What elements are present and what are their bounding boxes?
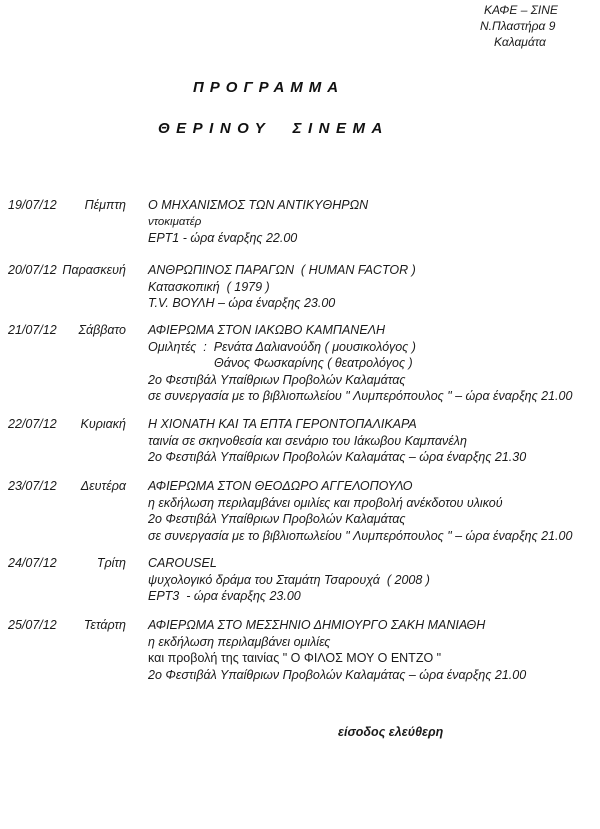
- entry-line: Θάνος Φωσκαρίνης ( θεατρολόγος ): [214, 356, 413, 370]
- entry-line: ΕΡΤ1 - ώρα έναρξης 22.00: [148, 231, 298, 245]
- entry-line: σε συνεργασία με το βιβλιοπωλείου " Λυμπερόπουλος " – ώρα έναρξης 21.00: [148, 528, 573, 543]
- entry-details: [148, 617, 526, 683]
- entry-title: CAROUSEL: [148, 556, 217, 570]
- free-entry-note: είσοδος ελεύθερη: [338, 725, 444, 739]
- entry-details: [148, 197, 368, 247]
- entry-line: ντοκιματέρ: [148, 215, 202, 228]
- entry-line: η εκδήλωση περιλαμβάνει ομιλίες: [148, 634, 331, 649]
- entry-line: η εκδήλωση περιλαμβάνει ομιλίες και προβολή ανέκδοτου υλικού: [148, 495, 503, 510]
- entry-line: ταινία σε σκηνοθεσία και σενάριο του Ιάκωβου Καμπανέλη: [148, 433, 467, 448]
- entry-line: 2ο Φεστιβάλ Υπαίθριων Προβολών Καλαμάτας – ώρα έναρξης 21.30: [148, 450, 527, 464]
- entry-day: Τετάρτη: [83, 618, 126, 632]
- page-subtitle: ΘΕΡΙΝΟΥ ΣΙΝΕΜΑ: [158, 120, 389, 137]
- venue-name: ΚΑΦΕ – ΣΙΝΕ: [484, 3, 558, 17]
- entry-date: 24/07/12: [8, 556, 57, 570]
- entry-line: 2ο Φεστιβάλ Υπαίθριων Προβολών Καλαμάτας: [148, 372, 406, 387]
- entry-line: ψυχολογικό δράμα του Σταμάτη Τσαρουχά ( 2008 ): [148, 572, 430, 587]
- entry-details: [148, 262, 416, 312]
- entry-title: ΑΦΙΕΡΩΜΑ ΣΤΟ ΜΕΣΣΗΝΙΟ ΔΗΜΙΟΥΡΓΟ ΣΑΚΗ ΜΑΝΙΑΘΗ: [148, 618, 486, 632]
- entry-line: Κατασκοπική ( 1979 ): [148, 279, 270, 294]
- page-title: ΠΡΟΓΡΑΜΜΑ: [193, 79, 345, 96]
- entry-line: σε συνεργασία με το βιβλιοπωλείου " Λυμπερόπουλος " – ώρα έναρξης 21.00: [148, 389, 573, 403]
- entry-date: 19/07/12: [8, 198, 57, 212]
- entry-day: Πέμπτη: [84, 198, 126, 212]
- entry-date: 20/07/12: [8, 263, 57, 277]
- entry-line: T.V. ΒΟΥΛΗ – ώρα έναρξης 23.00: [148, 296, 336, 310]
- entry-details: [148, 416, 526, 466]
- entry-title: ΑΝΘΡΩΠΙΝΟΣ ΠΑΡΑΓΩΝ ( HUMAN FACTOR ): [148, 263, 416, 277]
- entry-title: ΑΦΙΕΡΩΜΑ ΣΤΟΝ ΘΕΟΔΩΡΟ ΑΓΓΕΛΟΠΟΥΛΟ: [148, 479, 413, 493]
- entry-title: ΑΦΙΕΡΩΜΑ ΣΤΟΝ ΙΑΚΩΒΟ ΚΑΜΠΑΝΕΛΗ: [148, 323, 386, 337]
- entry-date: 21/07/12: [8, 323, 57, 337]
- entry-day: Δευτέρα: [80, 479, 126, 493]
- entry-line: 2ο Φεστιβάλ Υπαίθριων Προβολών Καλαμάτας: [148, 512, 406, 526]
- entry-line: ΕΡΤ3 - ώρα έναρξης 23.00: [148, 589, 301, 603]
- entry-date: 23/07/12: [8, 479, 57, 493]
- entry-title: Η ΧΙΟΝΑΤΗ ΚΑΙ ΤΑ ΕΠΤΑ ΓΕΡΟΝΤΟΠΑΛΙΚΑΡΑ: [148, 417, 417, 431]
- venue-address: Ν.Πλαστήρα 9: [480, 19, 556, 33]
- entry-details: [148, 478, 572, 544]
- entry-details: [148, 555, 430, 605]
- entry-day: Παρασκευή: [62, 263, 126, 277]
- entry-title: Ο ΜΗΧΑΝΙΣΜΟΣ ΤΩΝ ΑΝΤΙΚΥΘΗΡΩΝ: [148, 198, 369, 212]
- venue-city: Καλαμάτα: [494, 35, 546, 49]
- entry-details: [148, 322, 572, 405]
- entry-day: Τρίτη: [96, 556, 126, 570]
- entry-day: Κυριακή: [80, 417, 126, 431]
- entry-date: 25/07/12: [8, 618, 57, 632]
- entry-day: Σάββατο: [78, 323, 126, 337]
- entry-line: Ομιλητές : Ρενάτα Δαλιανούδη ( μουσικολόγος ): [148, 339, 416, 354]
- entry-line: και προβολή της ταινίας " Ο ΦΙΛΟΣ ΜΟΥ Ο ΕΝΤΖΟ ": [148, 651, 442, 665]
- entry-date: 22/07/12: [8, 417, 57, 431]
- entry-line: 2ο Φεστιβάλ Υπαίθριων Προβολών Καλαμάτας – ώρα έναρξης 21.00: [148, 667, 527, 682]
